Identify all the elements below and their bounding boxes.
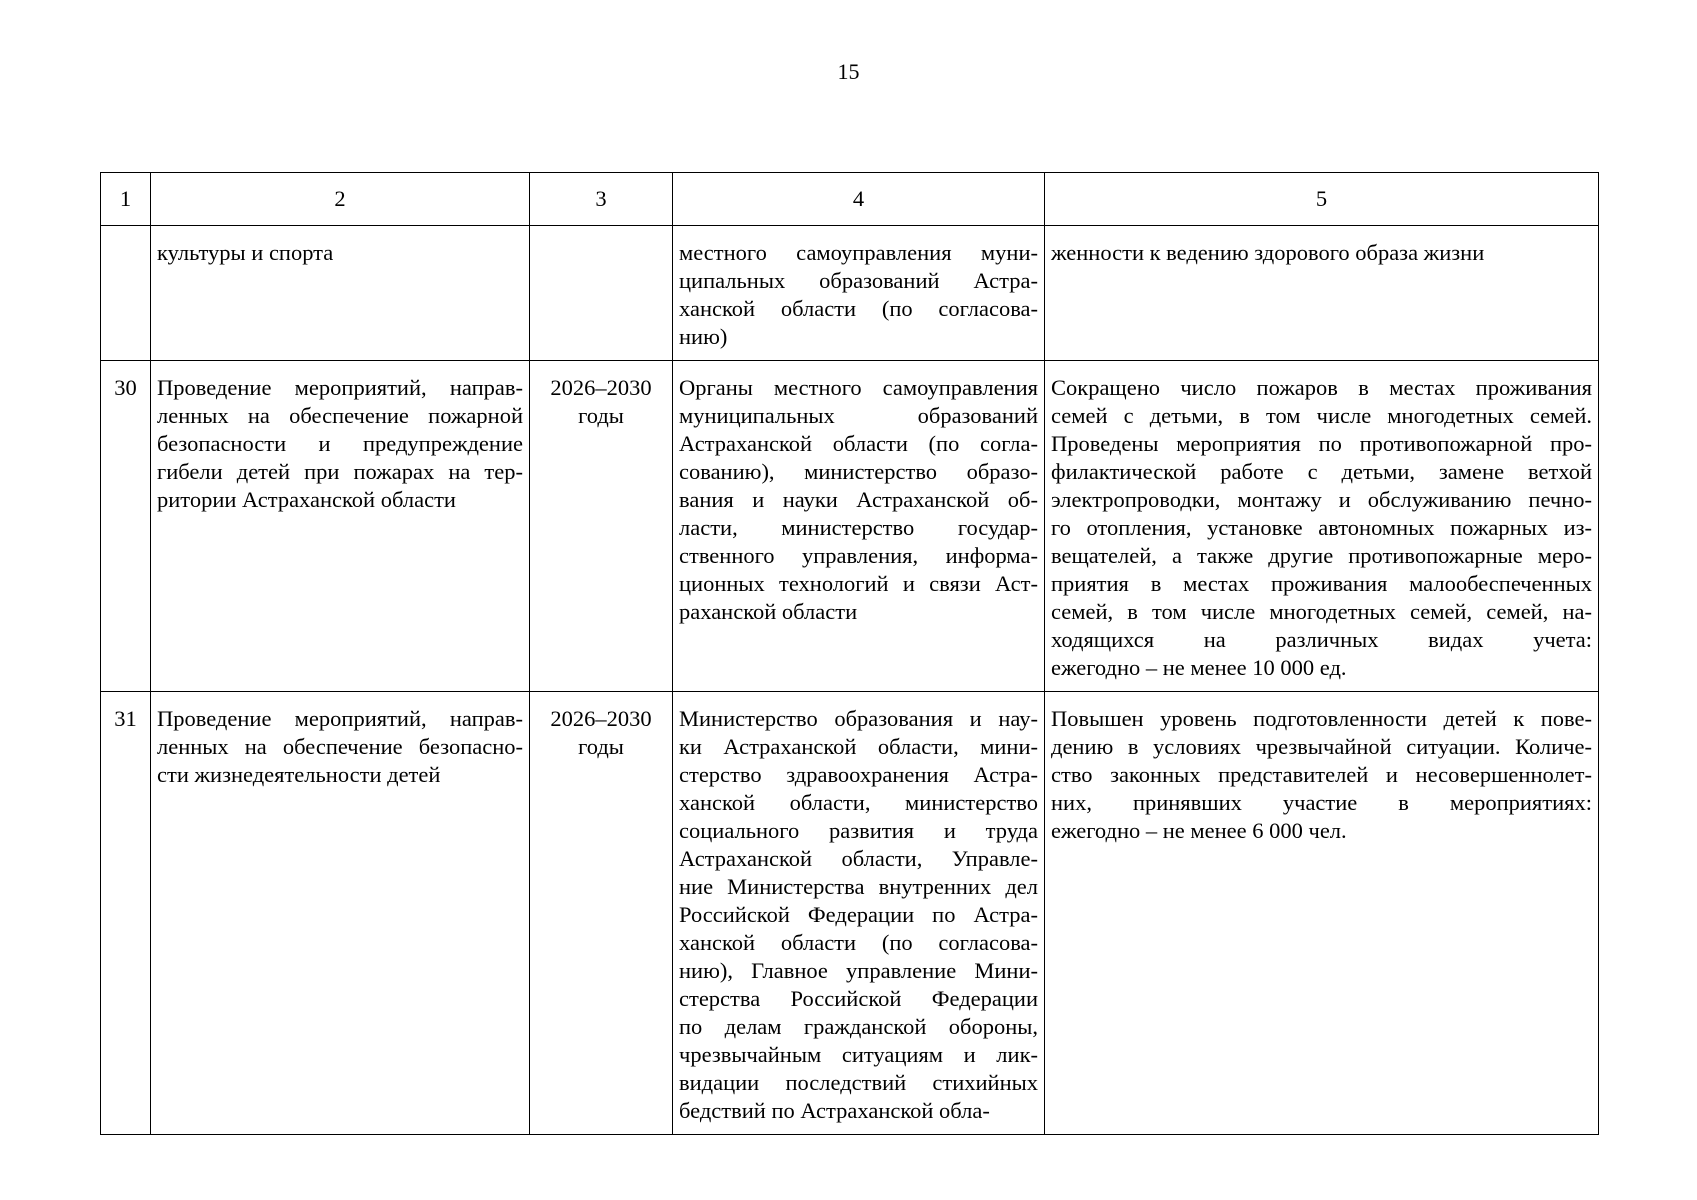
cell-line: Астраханской области (по согла- [679, 431, 1038, 456]
row-number [101, 226, 151, 361]
measure-cell [151, 692, 530, 1135]
cell-line: годы [578, 734, 624, 759]
table-row [101, 226, 1599, 361]
cell-line: ство законных представителей и несовершеннолет- [1051, 762, 1592, 787]
cell-line: по делам гражданской обороны, [679, 1014, 1038, 1039]
table-row [101, 361, 1599, 692]
period-cell [530, 692, 673, 1135]
cell-line: женности к ведению здорового образа жизни [1051, 240, 1485, 265]
column-header-5: 5 [1045, 173, 1599, 226]
cell-line: ханской области (по согласова- [679, 296, 1038, 321]
measure-cell [151, 361, 530, 692]
cell-line: ханской области, министерство [679, 790, 1038, 815]
cell-line: семей, в том числе многодетных семей, семей, на- [1051, 599, 1592, 624]
cell-line: Проведение мероприятий, направ- [157, 706, 523, 731]
cell-line: Органы местного самоуправления [679, 375, 1038, 400]
cell-line: Проведены мероприятия по противопожарной про- [1051, 431, 1592, 456]
row-number: 30 [101, 361, 151, 692]
cell-line: электропроводки, монтажу и обслуживанию печно- [1051, 487, 1592, 512]
result-cell [1045, 361, 1599, 692]
cell-line: культуры и спорта [157, 240, 334, 265]
executors-cell [673, 361, 1045, 692]
cell-line: ственного управления, информа- [679, 543, 1038, 568]
cell-line: Проведение мероприятий, направ- [157, 375, 523, 400]
cell-line: Российской Федерации по Астра- [679, 902, 1038, 927]
column-header-2: 2 [151, 173, 530, 226]
cell-line: семей с детьми, в том числе многодетных семей. [1051, 403, 1592, 428]
cell-line: ласти, министерство государ- [679, 515, 1038, 540]
cell-line: приятия в местах проживания малообеспеченных [1051, 571, 1592, 596]
cell-line: ципальных образований Астра- [679, 268, 1038, 293]
period-cell [530, 361, 673, 692]
cell-line: стерства Российской Федерации [679, 986, 1038, 1011]
cell-line: бедствий по Астраханской обла- [679, 1098, 990, 1123]
cell-line: ритории Астраханской области [157, 487, 456, 512]
cell-line: гибели детей при пожарах на тер- [157, 459, 523, 484]
cell-line: ежегодно – не менее 10 000 ед. [1051, 655, 1347, 680]
cell-line: ки Астраханской области, мини- [679, 734, 1038, 759]
column-header-1: 1 [101, 173, 151, 226]
cell-line: ние Министерства внутренних дел [679, 874, 1038, 899]
cell-line: годы [578, 403, 624, 428]
cell-line: муниципальных образований [679, 403, 1038, 428]
cell-line: местного самоуправления муни- [679, 240, 1038, 265]
cell-line: го отопления, установке автономных пожарных из- [1051, 515, 1592, 540]
cell-line: стерство здравоохранения Астра- [679, 762, 1038, 787]
column-header-3: 3 [530, 173, 673, 226]
cell-line: социального развития и труда [679, 818, 1038, 843]
measure-cell [151, 226, 530, 361]
cell-line: безопасности и предупреждение [157, 431, 523, 456]
row-number: 31 [101, 692, 151, 1135]
column-header-4: 4 [673, 173, 1045, 226]
executors-cell [673, 226, 1045, 361]
cell-line: вания и науки Астраханской об- [679, 487, 1038, 512]
cell-line: дению в условиях чрезвычайной ситуации. Количе- [1051, 734, 1592, 759]
cell-line: ходящихся на различных видах учета: [1051, 627, 1592, 652]
cell-line: сованию), министерство образо- [679, 459, 1038, 484]
result-cell [1045, 692, 1599, 1135]
cell-line: вещателей, а также другие противопожарные меро- [1051, 543, 1592, 568]
period-cell [530, 226, 673, 361]
cell-line: 2026–2030 [550, 706, 652, 731]
cell-line: Министерство образования и нау- [679, 706, 1038, 731]
cell-line: чрезвычайным ситуациям и лик- [679, 1042, 1038, 1067]
cell-line: сти жизнедеятельности детей [157, 762, 441, 787]
cell-line: нию), Главное управление Мини- [679, 958, 1038, 983]
cell-line: них, принявших участие в мероприятиях: [1051, 790, 1592, 815]
cell-line: раханской области [679, 599, 858, 624]
cell-line: Повышен уровень подготовленности детей к пове- [1051, 706, 1592, 731]
cell-line: Астраханской области, Управле- [679, 846, 1038, 871]
page-number: 15 [837, 59, 860, 84]
measures-table [100, 172, 1599, 1135]
table-row [101, 692, 1599, 1135]
cell-line: Сокращено число пожаров в местах проживания [1051, 375, 1592, 400]
cell-line: видации последствий стихийных [679, 1070, 1038, 1095]
cell-line: ционных технологий и связи Аст- [679, 571, 1038, 596]
executors-cell [673, 692, 1045, 1135]
cell-line: нию) [679, 324, 728, 349]
result-cell [1045, 226, 1599, 361]
table-header-row [101, 173, 1599, 226]
cell-line: 2026–2030 [550, 375, 652, 400]
cell-line: ленных на обеспечение пожарной [157, 403, 523, 428]
cell-line: ежегодно – не менее 6 000 чел. [1051, 818, 1347, 843]
cell-line: ханской области (по согласова- [679, 930, 1038, 955]
cell-line: филактической работе с детьми, замене ветхой [1051, 459, 1592, 484]
cell-line: ленных на обеспечение безопасно- [157, 734, 523, 759]
